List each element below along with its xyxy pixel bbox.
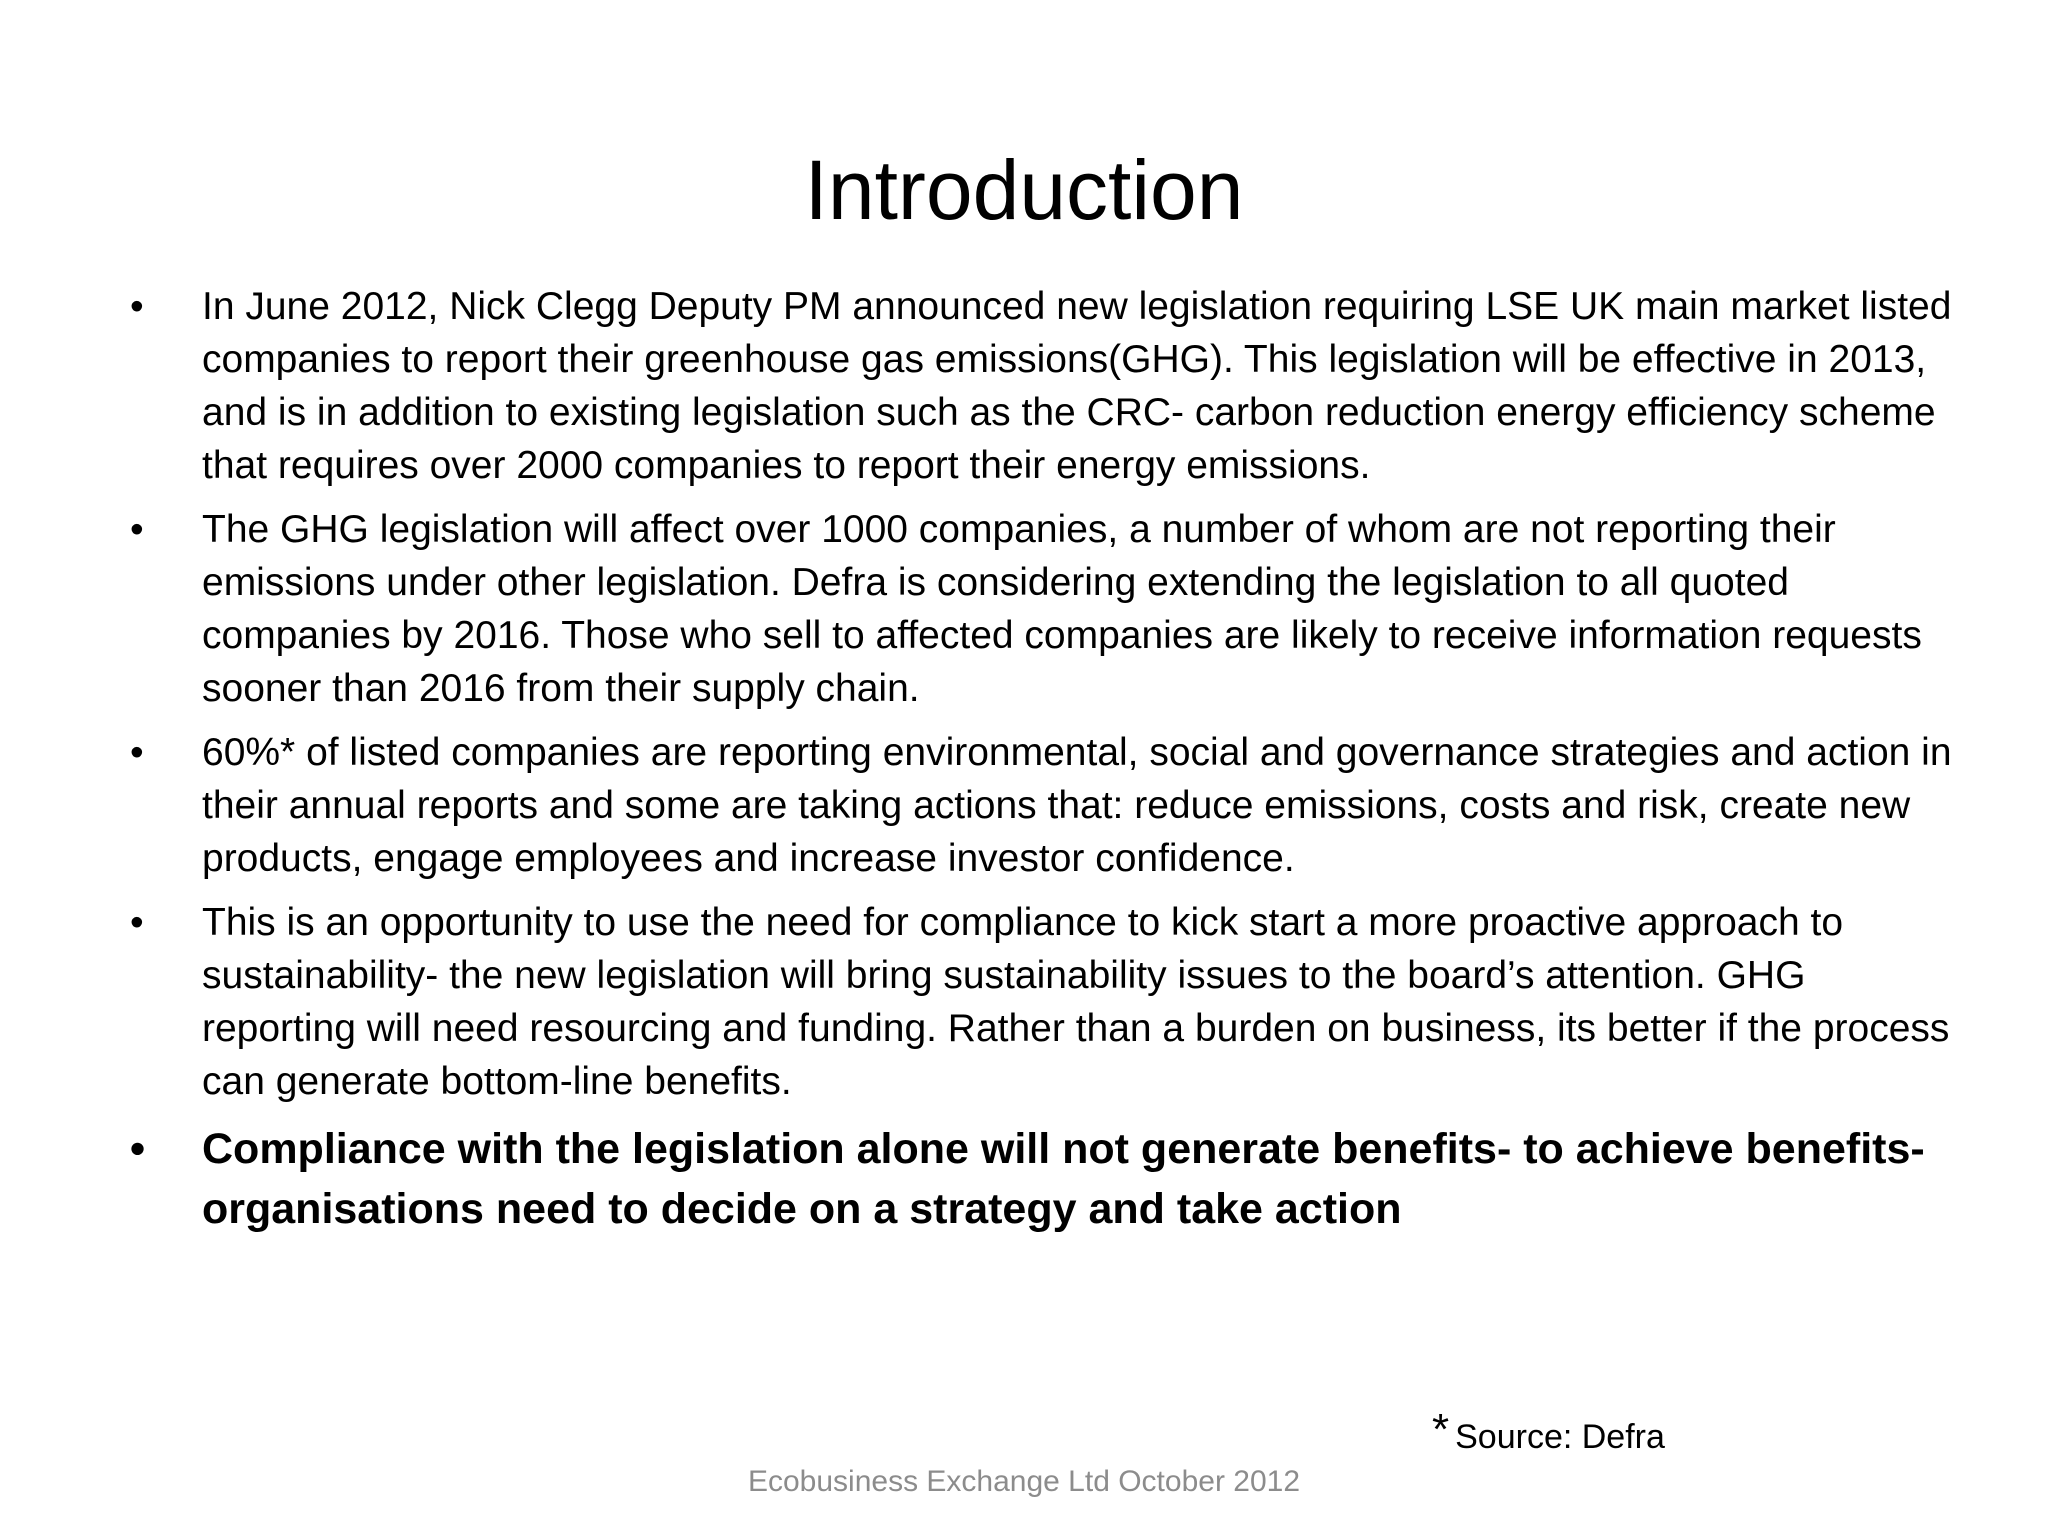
bullet-item xyxy=(130,896,1960,1108)
asterisk-icon: * xyxy=(1432,1405,1450,1454)
bullet-item xyxy=(130,726,1960,885)
bullet-list xyxy=(130,280,1960,1250)
slide-title: Introduction xyxy=(804,143,1244,237)
source-note xyxy=(1432,1405,1665,1459)
bullet-icon: • xyxy=(130,1125,146,1173)
bullet-item-emphasis xyxy=(130,1119,1960,1239)
source-text: Source: Defra xyxy=(1455,1418,1665,1456)
bullet-text: Compliance with the legislation alone will not generate benefits- to achieve benefits- organisations need to decide on a strategy and take action xyxy=(202,1125,1925,1233)
bullet-text: In June 2012, Nick Clegg Deputy PM announced new legislation requiring LSE UK main market listed companies to report their greenhouse gas emissions(GHG). This legislation will be effective in 2013, and is in addition to existing legislation such as the CRC- carbon reduction energy efficiency scheme that requires over 2000 companies to report their energy emissions. xyxy=(202,285,1952,487)
bullet-item xyxy=(130,503,1960,715)
slide-footer: Ecobusiness Exchange Ltd October 2012 xyxy=(747,1465,1301,1498)
bullet-item xyxy=(130,280,1960,492)
bullet-icon: • xyxy=(130,731,144,774)
bullet-text: 60%* of listed companies are reporting environmental, social and governance strategies and action in their annual reports and some are taking actions that: reduce emissions, costs and risk, create new products, engage employees and increase investor confidence. xyxy=(202,731,1952,880)
bullet-icon: • xyxy=(130,901,144,944)
bullet-icon: • xyxy=(130,508,144,551)
bullet-text: The GHG legislation will affect over 1000 companies, a number of whom are not reporting their emissions under other legislation. Defra is considering extending the legislation to all quoted companies by 2016. Those who sell to affected companies are likely to receive information requests sooner than 2016 from their supply chain. xyxy=(202,508,1922,710)
bullet-icon: • xyxy=(130,285,144,328)
bullet-text: This is an opportunity to use the need for compliance to kick start a more proactive approach to sustainability- the new legislation will bring sustainability issues to the board’s attention. GHG reporting will need resourcing and funding. Rather than a burden on business, its better if the process can generate bottom-line benefits. xyxy=(202,901,1950,1103)
